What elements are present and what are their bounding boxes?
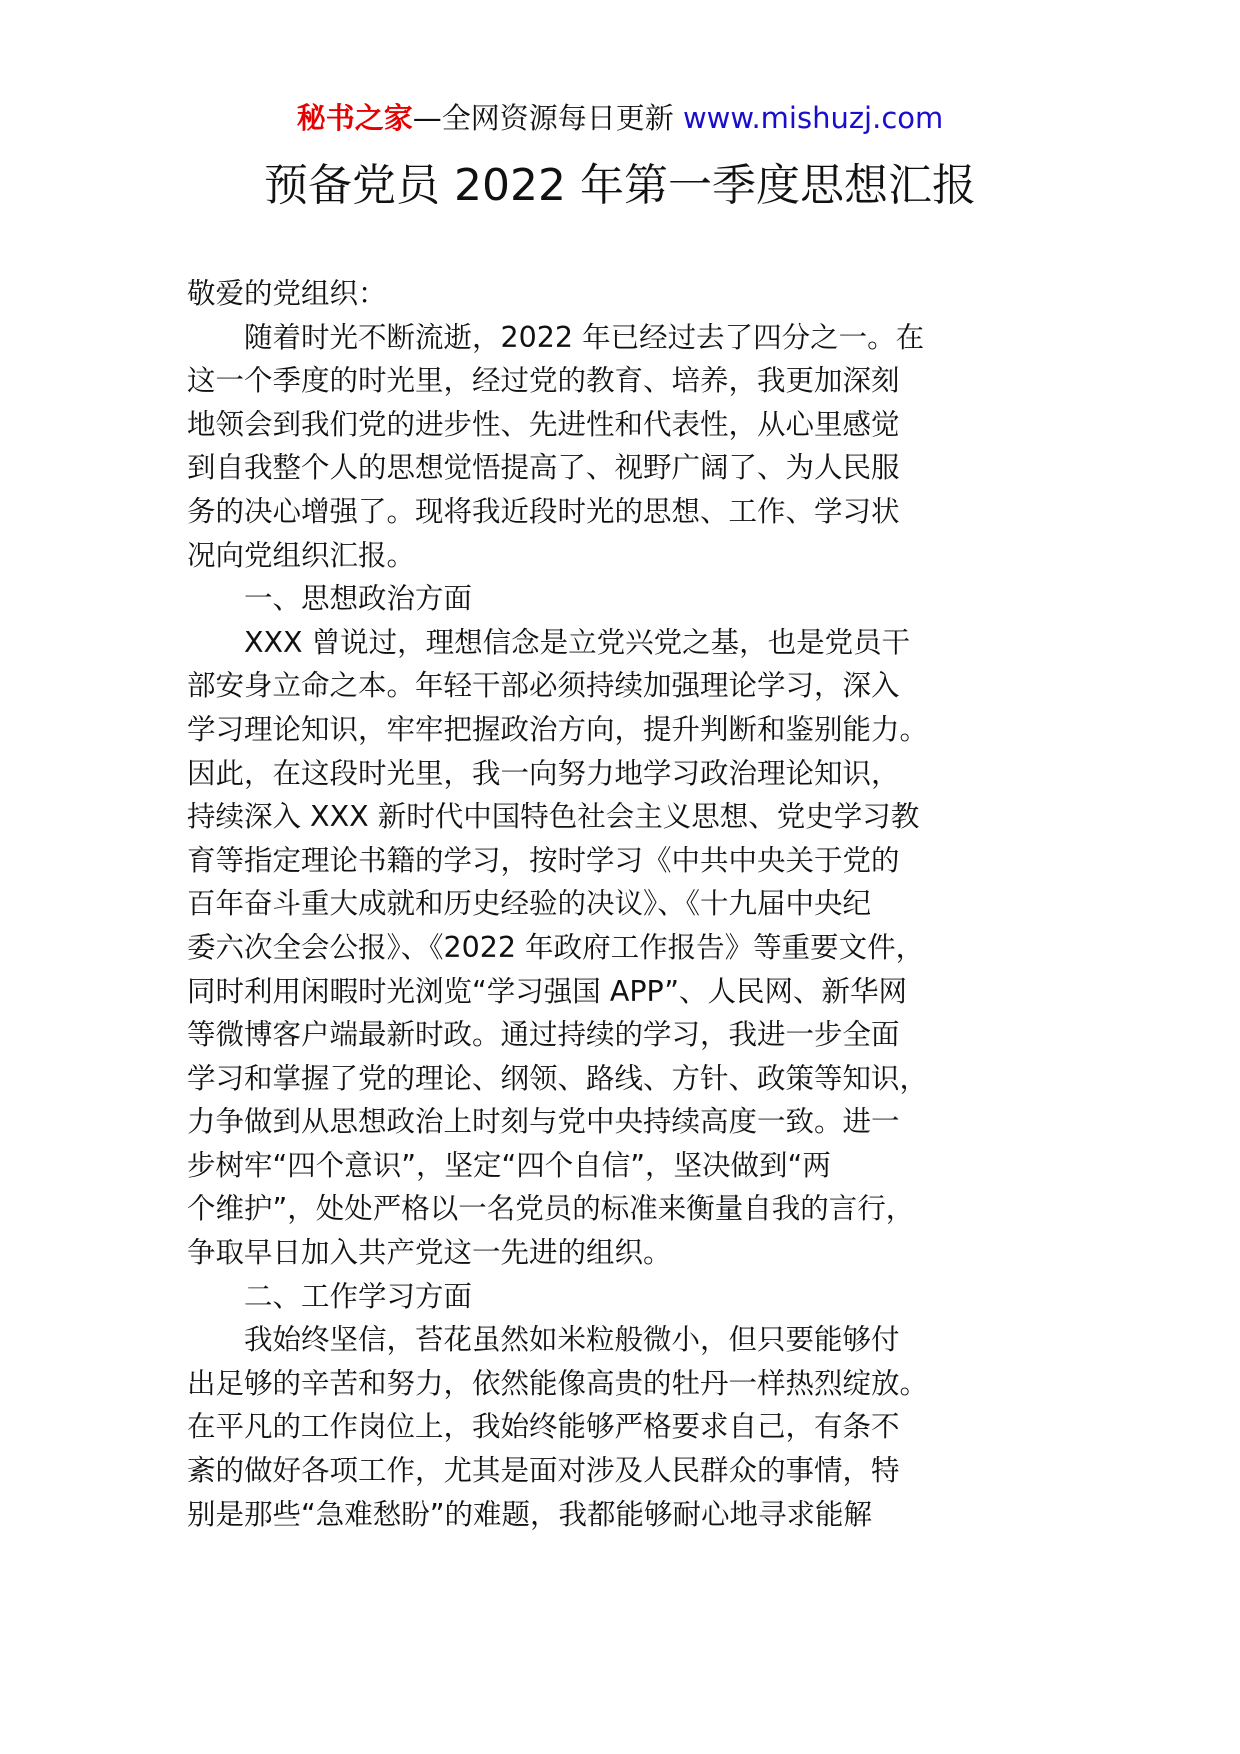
body-line: 学习理论知识，牢牢把握政治方向，提升判断和鉴别能力。 (187, 712, 929, 746)
body-line: 二、工作学习方面 (187, 1279, 473, 1313)
site-tagline: —全网资源每日更新 (412, 101, 674, 135)
brand-name: 秘书之家 (296, 101, 413, 135)
body-line: 部安身立命之本。年轻干部必须持续加强理论学习，深入 (187, 669, 900, 703)
body-line: 紊的做好各项工作，尤其是面对涉及人民群众的事情，特 (187, 1454, 900, 1488)
body-line: 敬爱的党组织： (187, 277, 387, 310)
body-line: 因此，在这段时光里，我一向努力地学习政治理论知识， (187, 756, 900, 790)
body-line: 等微博客户端最新时政。通过持续的学习，我进一步全面 (187, 1018, 900, 1052)
body-line: 同时利用闲暇时光浏览“学习强国 APP”、人民网、新华网 (187, 974, 907, 1008)
body-line: 育等指定理论书籍的学习，按时学习《中共中央关于党的 (187, 843, 900, 877)
document-title: 预备党员 2022 年第一季度思想汇报 (264, 160, 976, 211)
body-line: 到自我整个人的思想觉悟提高了、视野广阔了、为人民服 (187, 451, 900, 485)
body-line: 学习和掌握了党的理论、纲领、路线、方针、政策等知识， (187, 1061, 929, 1095)
body-line: XXX 曾说过，理想信念是立党兴党之基，也是党员干 (187, 625, 911, 659)
body-line: 务的决心增强了。现将我近段时光的思想、工作、学习状 (187, 494, 900, 528)
body-line: 持续深入 XXX 新时代中国特色社会主义思想、党史学习教 (187, 800, 920, 834)
body-line: 委六次全会公报》、《2022 年政府工作报告》等重要文件， (187, 930, 925, 964)
body-line: 一、思想政治方面 (187, 582, 473, 616)
document-body (187, 272, 1087, 1536)
body-line: 况向党组织汇报。 (187, 538, 416, 572)
body-line: 个维护”，处处严格以一名党员的标准来衡量自我的言行， (187, 1192, 915, 1226)
body-line: 别是那些“急难愁盼”的难题，我都能够耐心地寻求能解 (187, 1497, 873, 1531)
body-line: 力争做到从思想政治上时刻与党中央持续高度一致。进一 (187, 1105, 900, 1139)
body-line: 在平凡的工作岗位上，我始终能够严格要求自己，有条不 (187, 1410, 900, 1444)
body-line: 争取早日加入共产党这一先进的组织。 (187, 1236, 672, 1270)
body-line: 这一个季度的时光里，经过党的教育、培养，我更加深刻 (187, 364, 900, 398)
site-url-link[interactable]: www.mishuzj.com (682, 101, 944, 135)
body-line: 随着时光不断流逝，2022 年已经过去了四分之一。在 (187, 320, 925, 354)
body-line: 百年奋斗重大成就和历史经验的决议》、《十九届中央纪 (187, 887, 872, 921)
body-line: 我始终坚信，苔花虽然如米粒般微小，但只要能够付 (187, 1323, 900, 1357)
site-header (0, 98, 1240, 138)
body-line: 步树牢“四个意识”，坚定“四个自信”，坚决做到“两 (187, 1148, 831, 1182)
body-line: 出足够的辛苦和努力，依然能像高贵的牡丹一样热烈绽放。 (187, 1366, 929, 1400)
body-line: 地领会到我们党的进步性、先进性和代表性，从心里感觉 (187, 407, 900, 441)
